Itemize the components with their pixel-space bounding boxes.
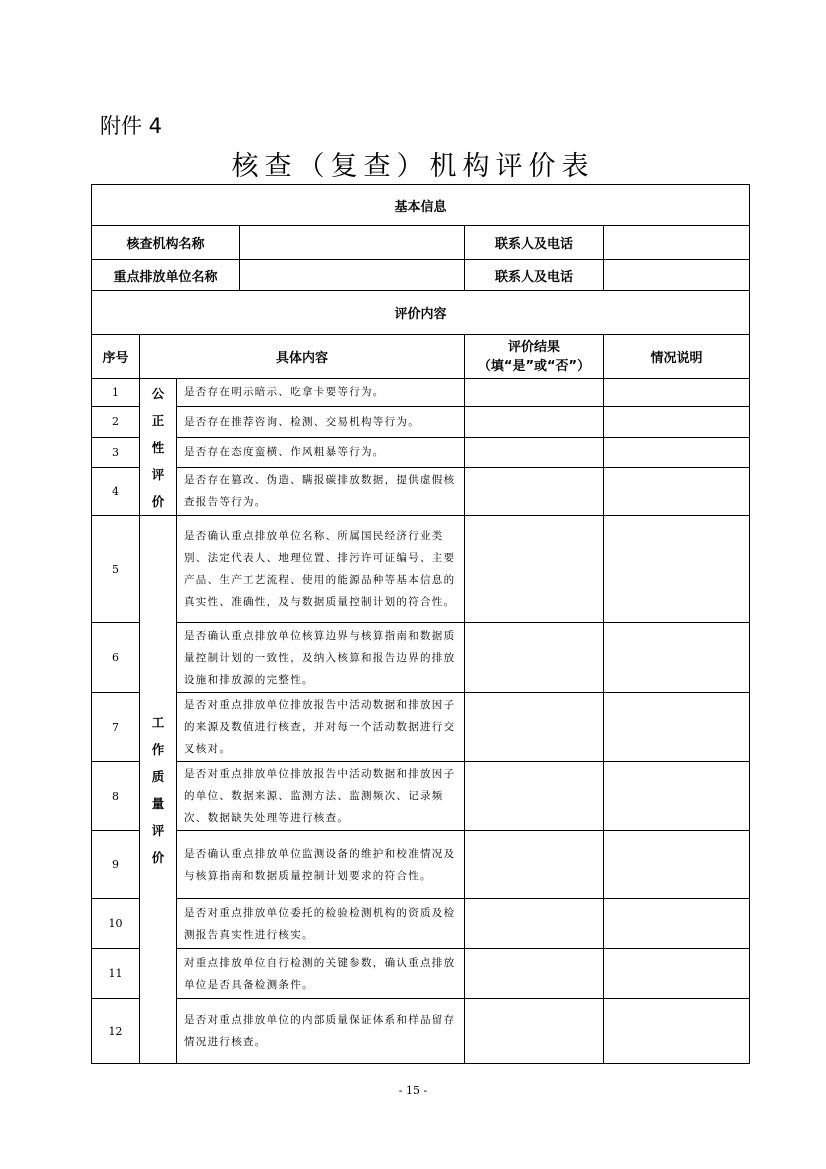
page-number: - 15 - — [398, 1084, 428, 1097]
basic-info-header: 基本信息 — [92, 185, 750, 226]
evaluation-table — [91, 184, 750, 1064]
row-number: 8 — [92, 762, 140, 831]
unit-name-field[interactable] — [240, 260, 464, 290]
row-number: 4 — [92, 467, 140, 515]
notes-cell[interactable] — [604, 379, 750, 407]
table-row — [92, 437, 750, 467]
notes-cell[interactable] — [604, 467, 750, 515]
row-number: 1 — [92, 379, 140, 407]
result-cell[interactable] — [465, 623, 604, 693]
attachment-label: 附件 4 — [100, 114, 163, 138]
row-number: 10 — [92, 899, 140, 949]
table-row — [92, 693, 750, 762]
criterion-text: 是否对重点排放单位排放报告中活动数据和排放因子的来源及数值进行核查，并对每一个活动数据进行交叉核对。 — [177, 693, 465, 762]
table-row — [92, 949, 750, 999]
criterion-text: 是否确认重点排放单位监测设备的维护和校准情况及与核算指南和数据质量控制计划要求的符合性。 — [177, 831, 465, 899]
col-notes-header: 情况说明 — [604, 335, 750, 379]
unit-name-label: 重点排放单位名称 — [92, 260, 240, 290]
result-cell[interactable] — [465, 406, 604, 437]
row-number: 5 — [92, 516, 140, 623]
criterion-text: 是否存在态度蛮横、作风粗暴等行为。 — [177, 437, 465, 467]
table-row — [92, 516, 750, 623]
category-char: 价 — [151, 494, 165, 509]
org-name-label: 核查机构名称 — [92, 226, 240, 259]
table-row — [92, 623, 750, 693]
category-char: 作 — [151, 741, 165, 757]
result-cell[interactable] — [465, 999, 604, 1064]
category-char: 价 — [151, 849, 165, 865]
criterion-text: 是否对重点排放单位排放报告中活动数据和排放因子的单位、数据来源、监测方法、监测频次、记录频次、数据缺失处理等进行核查。 — [177, 762, 465, 831]
row-number: 2 — [92, 406, 140, 437]
criterion-text: 对重点排放单位自行检测的关键参数，确认重点排放单位是否具备检测条件。 — [177, 949, 465, 999]
row-number: 9 — [92, 831, 140, 899]
notes-cell[interactable] — [604, 406, 750, 437]
notes-cell[interactable] — [604, 516, 750, 623]
category-char: 质 — [151, 768, 165, 784]
category-char: 性 — [151, 440, 165, 455]
unit-contact-field[interactable] — [604, 260, 750, 291]
category-char: 评 — [151, 822, 165, 838]
row-number: 7 — [92, 693, 140, 762]
criterion-text: 是否确认重点排放单位核算边界与核算指南和数据质量控制计划的一致性，及纳入核算和报告边界的排放设施和排放源的完整性。 — [177, 623, 465, 693]
notes-cell[interactable] — [604, 949, 750, 999]
category-fairness — [140, 379, 177, 516]
criterion-text: 是否存在明示暗示、吃拿卡要等行为。 — [177, 379, 465, 407]
result-cell[interactable] — [465, 437, 604, 467]
table-row — [92, 406, 750, 437]
result-cell[interactable] — [465, 467, 604, 515]
result-cell[interactable] — [465, 379, 604, 407]
col-content-header: 具体内容 — [140, 335, 465, 379]
org-name-field[interactable] — [240, 226, 464, 259]
result-cell[interactable] — [465, 693, 604, 762]
criterion-text: 是否存在推荐咨询、检测、交易机构等行为。 — [177, 406, 465, 437]
table-row — [92, 467, 750, 515]
category-char: 正 — [151, 413, 165, 428]
criterion-text: 是否存在篡改、伪造、瞒报碳排放数据，提供虚假核查报告等行为。 — [177, 467, 465, 515]
evaluation-header: 评价内容 — [92, 291, 750, 335]
page-title: 核查（复查）机构评价表 — [231, 151, 595, 182]
row-number: 3 — [92, 437, 140, 467]
notes-cell[interactable] — [604, 999, 750, 1064]
col-result-header: 评价结果 （填“是”或“否”） — [465, 335, 604, 379]
row-number: 11 — [92, 949, 140, 999]
notes-cell[interactable] — [604, 623, 750, 693]
category-work-quality — [140, 516, 177, 1064]
table-row — [92, 762, 750, 831]
col-seq-header: 序号 — [92, 335, 140, 379]
row-number: 6 — [92, 623, 140, 693]
criterion-text: 是否对重点排放单位的内部质量保证体系和样品留存情况进行核查。 — [177, 999, 465, 1064]
row-number: 12 — [92, 999, 140, 1064]
table-row — [92, 379, 750, 407]
criterion-text: 是否对重点排放单位委托的检验检测机构的资质及检测报告真实性进行核实。 — [177, 899, 465, 949]
category-char: 公 — [151, 386, 165, 401]
category-char: 量 — [151, 795, 165, 811]
notes-cell[interactable] — [604, 899, 750, 949]
result-cell[interactable] — [465, 949, 604, 999]
result-cell[interactable] — [465, 516, 604, 623]
org-contact-label: 联系人及电话 — [465, 226, 604, 260]
result-cell[interactable] — [465, 762, 604, 831]
result-cell[interactable] — [465, 899, 604, 949]
notes-cell[interactable] — [604, 437, 750, 467]
table-row — [92, 899, 750, 949]
table-row — [92, 999, 750, 1064]
org-contact-field[interactable] — [604, 226, 750, 260]
notes-cell[interactable] — [604, 831, 750, 899]
unit-contact-label: 联系人及电话 — [465, 260, 604, 291]
notes-cell[interactable] — [604, 762, 750, 831]
table-row — [92, 831, 750, 899]
category-char: 工 — [151, 714, 165, 730]
result-cell[interactable] — [465, 831, 604, 899]
notes-cell[interactable] — [604, 693, 750, 762]
criterion-text: 是否确认重点排放单位名称、所属国民经济行业类别、法定代表人、地理位置、排污许可证编号、主要产品、生产工艺流程、使用的能源品种等基本信息的真实性、准确性，及与数据质量控制计划的符合性。 — [177, 516, 465, 623]
category-char: 评 — [151, 467, 165, 482]
